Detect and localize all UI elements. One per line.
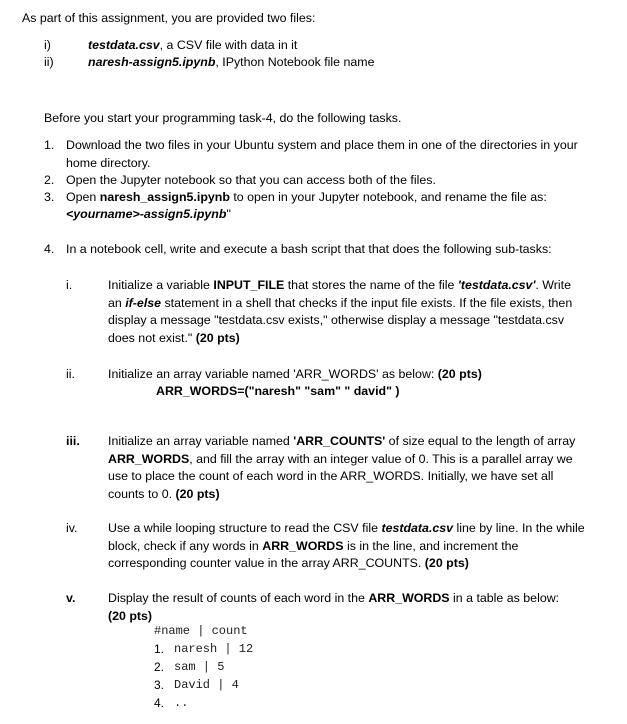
sub-iii-part-5: , and fill the array with an integer value of 0. This is a parallel array we use to place the count of each word in the ARR_WORDS. Initially, we have set all counts to 0.	[108, 451, 573, 501]
table-row-3-num: 3.	[154, 678, 165, 692]
sub-i-num: i.	[66, 278, 73, 292]
sub-v-num: v.	[66, 591, 76, 605]
step-3-a: Open	[66, 190, 100, 204]
step-3-newname: <yourname>-assign5.ipynb	[66, 207, 227, 221]
step-3-line-2	[66, 206, 231, 224]
sub-iv-num: iv.	[66, 521, 78, 535]
sub-v-words: ARR_WORDS	[368, 591, 450, 605]
file-item-2	[88, 54, 375, 72]
sub-iii-words: ARR_WORDS	[108, 451, 190, 466]
sub-iv-file: testdata.csv	[381, 521, 454, 535]
sub-iii-points: (20 pts)	[175, 486, 220, 501]
file-num-1: i)	[44, 38, 51, 52]
sub-i-var: INPUT_FILE	[213, 278, 285, 292]
sub-i-part-5: . Write an	[108, 278, 571, 310]
sub-iii-part-3: of size equal to the length of array	[385, 434, 576, 448]
file-desc-1: , a CSV file with data in it	[159, 38, 298, 52]
step-2-text: Open the Jupyter notebook so that you can access both of the files.	[66, 173, 436, 187]
step-3-quote: "	[226, 207, 231, 221]
file-item-1	[88, 37, 297, 55]
table-row-4-num: 4.	[154, 696, 165, 710]
table-row-4: ..	[174, 696, 189, 710]
sub-ii-num: ii.	[66, 367, 75, 381]
step-2-num: 2.	[44, 173, 55, 187]
sub-ii-part-1: Initialize an array variable named 'ARR_WORDS' as below:	[108, 367, 438, 381]
step-3-num: 3.	[44, 190, 55, 204]
table-row-3: David | 4	[174, 678, 239, 692]
step-1-text: Download the two files in your Ubuntu system and place them in one of the directories in your home directory.	[66, 138, 578, 170]
before-text: Before you start your programming task-4, do the following tasks.	[44, 111, 402, 125]
sub-i-part-3: that stores the name of the file	[284, 278, 458, 292]
step-3-c: to open in your Jupyter notebook, and rename the file as:	[229, 190, 547, 204]
table-row-2: sam | 5	[174, 660, 225, 674]
file-name-2: naresh-assign5.ipynb	[88, 55, 216, 69]
sub-i-points: (20 pts)	[195, 330, 240, 345]
sub-ii-code: ARR_WORDS=("naresh" "sam" " david" )	[156, 384, 400, 398]
file-name-1: testdata.csv	[88, 38, 160, 52]
sub-iv-part-1: Use a while looping structure to read the CSV file	[108, 521, 382, 535]
sub-v-text	[108, 590, 578, 625]
table-row-1-num: 1.	[154, 642, 165, 656]
step-4-text: In a notebook cell, write and execute a bash script that that does the following sub-tasks:	[66, 242, 552, 256]
file-desc-2: , IPython Notebook file name	[215, 55, 375, 69]
sub-v-part-1: Display the result of counts of each word in the	[108, 591, 369, 605]
sub-iii-text	[108, 433, 583, 503]
sub-i-ifelse: if-else	[125, 295, 162, 310]
step-1-num: 1.	[44, 138, 55, 152]
sub-i-part-1: Initialize a variable	[108, 278, 214, 292]
step-3-filename: naresh_assign5.ipynb	[99, 190, 230, 204]
table-row-2-num: 2.	[154, 660, 165, 674]
sub-v-part-3: in a table as below:	[449, 591, 560, 605]
sub-i-part-7: statement in a shell that checks if the input file exists. If the file exists, then display a message "testdata.csv exists," otherwise display a message "testdata.csv does not exist."	[108, 295, 573, 345]
sub-iii-num: iii.	[66, 434, 80, 448]
sub-iv-part-3: line by line. In the while block, check if any words in	[108, 521, 585, 553]
step-3-line-1	[66, 189, 547, 207]
sub-ii-points: (20 pts)	[437, 367, 482, 381]
sub-i-text	[108, 277, 588, 347]
sub-iv-part-5: is in the line, and increment the corresponding counter value in the array ARR_COUNTS.	[108, 538, 519, 570]
sub-iii-array: 'ARR_COUNTS'	[293, 434, 386, 448]
sub-iii-part-1: Initialize an array variable named	[108, 434, 294, 448]
sub-iv-text	[108, 520, 586, 573]
file-num-2: ii)	[44, 55, 54, 69]
sub-iv-words: ARR_WORDS	[262, 538, 344, 553]
sub-ii-text	[108, 366, 482, 384]
table-row-1: naresh | 12	[174, 642, 254, 656]
step-4-num: 4.	[44, 242, 55, 256]
sub-v-points: (20 pts)	[108, 608, 153, 623]
table-header: #name | count	[154, 624, 248, 638]
sub-i-file: 'testdata.csv'	[457, 278, 536, 292]
intro-text: As part of this assignment, you are provided two files:	[22, 11, 316, 25]
sub-iv-points: (20 pts)	[424, 556, 469, 570]
